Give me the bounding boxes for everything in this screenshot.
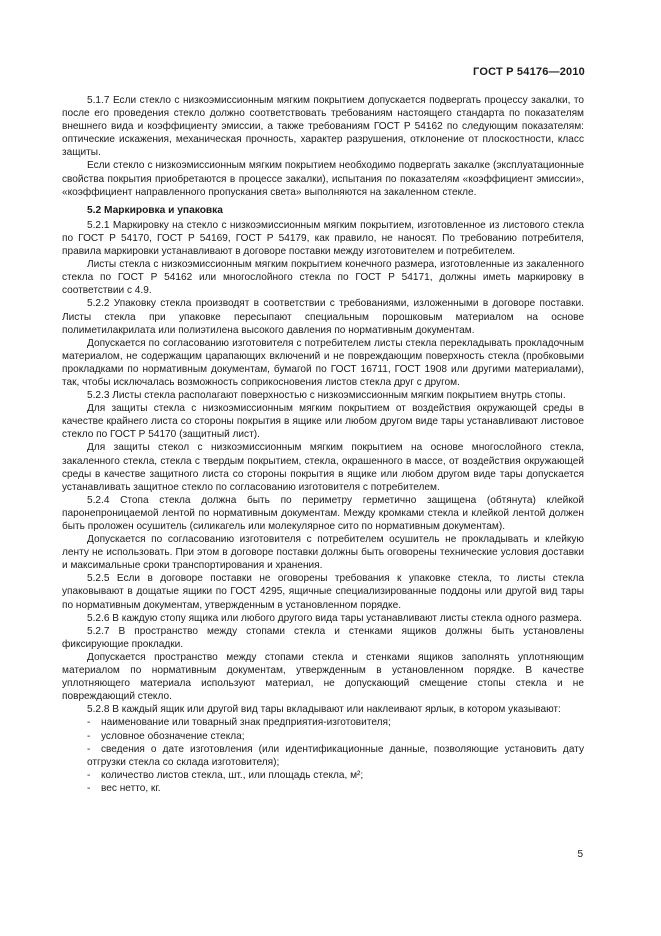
list-item <box>62 769 584 782</box>
paragraph: Допускается пространство между стопами стекла и стенками ящиков заполнять уплотняющим материалом по нормативным документам, утвержденным в установленном порядке. В качестве уплотняющего материала используют материал, не допускающий смещение стопы стекла и не повреждающий стекло. <box>62 651 584 703</box>
paragraph: 5.1.7 Если стекло с низкоэмиссионным мягким покрытием допускается подвергать процессу закалки, то после его проведения стекло должно соответствовать требованиям настоящего стандарта по показателям внешнего вида и коэффициенту эмиссии, а также требованиям ГОСТ Р 54162 по следующим показателям: оптические искажения, механическая прочность, характер разрушения, отклонение от плоскостности, класс защиты. <box>62 95 584 159</box>
list-marker: - <box>87 782 91 794</box>
paragraph: 5.2.4 Стопа стекла должна быть по периметру герметично защищена (обтянута) клейкой паронепроницаемой лентой по нормативным документам. Между кромками стекла и клейкой лентой должен быть проложен осушитель (силикагель или молекулярное сито по нормативным документам). <box>62 494 584 532</box>
paragraph: 5.2.6 В каждую стопу ящика или любого другого вида тары устанавливают листы стекла одного размера. <box>87 612 582 624</box>
paragraph: 5.2.7 В пространство между стопами стекла и стенками ящиков должны быть установлены фиксирующие прокладки. <box>62 625 584 650</box>
paragraph: 5.2.3 Листы стекла располагают поверхностью с низкоэмиссионным мягким покрытием внутрь стопы. <box>87 390 566 402</box>
paragraph: 5.2.5 Если в договоре поставки не оговорены требования к упаковке стекла, то листы стекла упаковывают в дощатые ящики по ГОСТ 4295, ящичные специализированные поддоны или другой вид тары по нормативным документам, утвержденным в установленном порядке. <box>62 573 584 611</box>
paragraph: 5.2.1 Маркировку на стекло с низкоэмиссионным мягким покрытием, изготовленное из листового стекла по ГОСТ Р 54170, ГОСТ Р 54169, ГОСТ Р 54179, как правило, не наносят. По требованию потребителя, правила маркировки устанавливают в договоре поставки между изготовителем и потребителем. <box>62 219 584 258</box>
list-marker: - <box>87 717 91 729</box>
list-item-text: условное обозначение стекла; <box>101 730 245 742</box>
list-marker: - <box>87 769 91 781</box>
page-number: 5 <box>577 849 583 860</box>
paragraph: Допускается по согласованию изготовителя с потребителем осушитель не прокладывать и клейкую ленту не использовать. При этом в договоре поставки должны быть оговорены технические условия доставки и максимальные сроки транспортирования и хранения. <box>62 534 584 572</box>
list-item-text: сведения о дате изготовления (или идентификационные данные, позволяющие установить дату отгрузки стекла со склада изготовителя); <box>87 743 584 768</box>
paragraph: Если стекло с низкоэмиссионным мягким покрытием необходимо подвергать закалке (эксплуатационные свойства покрытия приобретаются в процессе закалки), испытания по показателям «коэффициент эмиссии», «коэффициент направленного пропускания света» выполняются на закаленном стекле. <box>62 160 584 198</box>
list-marker: - <box>87 730 91 742</box>
document-header: ГОСТ Р 54176—2010 <box>473 66 585 78</box>
label-contents-list <box>62 716 584 795</box>
list-item-text: количество листов стекла, шт., или площадь стекла, м²; <box>101 769 364 781</box>
list-item <box>62 743 584 769</box>
list-item-text: вес нетто, кг. <box>101 782 161 794</box>
paragraph: Для защиты стекла с низкоэмиссионным мягким покрытием от воздействия окружающей среды в качестве крайнего листа со стороны покрытия в ящике или любом другом виде тары устанавливают листовое стекло по ГОСТ Р 54170 (защитный лист). <box>62 403 584 441</box>
list-item <box>62 716 584 729</box>
paragraph: Для защиты стекол с низкоэмиссионным мягким покрытием на основе многослойного стекла, закаленного стекла, стекла с твердым покрытием, стекла, окрашенного в массе, от воздействия окружающей среды в качестве защитного листа со стороны покрытия в ящике или любом другом виде тары допускается устанавливать защитное стекло по согласованию изготовителя с потребителем. <box>62 442 584 493</box>
paragraph: Листы стекла с низкоэмиссионным мягким покрытием конечного размера, изготовленные из закаленного стекла по ГОСТ Р 54162 или многослойного стекла по ГОСТ Р 54171, должны иметь маркировку в соответствии с 4.9. <box>62 259 584 297</box>
list-item <box>62 782 584 795</box>
document-body <box>62 94 584 795</box>
list-marker: - <box>87 743 91 755</box>
paragraph: 5.2.2 Упаковку стекла производят в соответствии с требованиями, изложенными в договоре поставки. Листы стекла при упаковке пересыпают специальным порошковым материалом на основе полиметилакрилата или полиэтилена высокого давления по нормативным документам. <box>62 298 584 336</box>
list-item-text: наименование или товарный знак предприятия-изготовителя; <box>101 717 391 729</box>
paragraph: Допускается по согласованию изготовителя с потребителем листы стекла перекладывать прокладочным материалом, не содержащим царапающих включений и не повреждающим поверхность стекла (пробковыми прокладками по нормативным документам, бумагой по ГОСТ 16711, ГОСТ 1908 или другими материалами), так, чтобы исключалась возможность соприкосновения листов стекла друг с другом. <box>62 337 584 388</box>
list-item <box>62 730 584 743</box>
section-heading: 5.2 Маркировка и упаковка <box>87 204 223 216</box>
paragraph: 5.2.8 В каждый ящик или другой вид тары вкладывают или наклеивают ярлык, в котором указывают: <box>87 704 561 716</box>
